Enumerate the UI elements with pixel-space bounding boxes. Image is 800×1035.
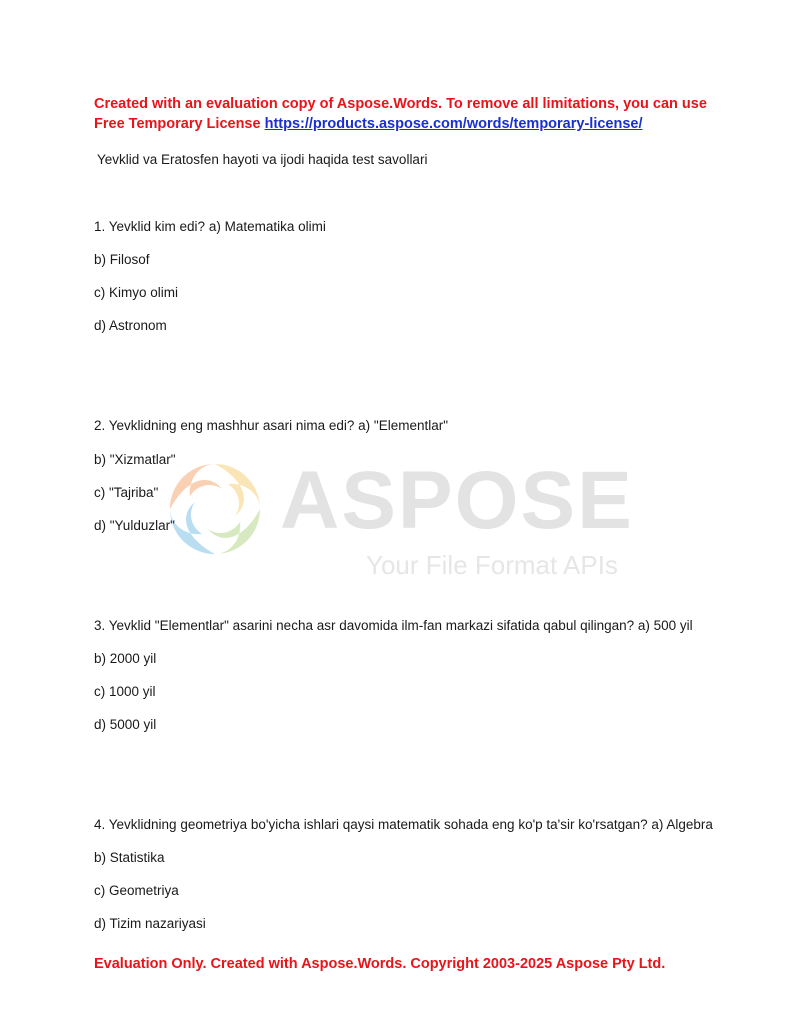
question-2-option-c: c) "Tajriba" xyxy=(94,485,159,500)
question-4: 4. Yevklidning geometriya bo'yicha ishlari qaysi matematik sohada eng ko'p ta'sir ko'rsatgan? a) Algebra xyxy=(94,817,713,832)
question-4-option-c: c) Geometriya xyxy=(94,883,179,898)
evaluation-footer: Evaluation Only. Created with Aspose.Words. Copyright 2003-2025 Aspose Pty Ltd. xyxy=(94,956,666,972)
watermark-brand: ASPOSE xyxy=(280,455,634,546)
question-2-option-b: b) "Xizmatlar" xyxy=(94,452,176,467)
question-3-option-d: d) 5000 yil xyxy=(94,717,157,732)
document-title: Yevklid va Eratosfen hayoti va ijodi haqida test savollari xyxy=(97,152,428,167)
question-4-option-b: b) Statistika xyxy=(94,850,165,865)
watermark-tagline: Your File Format APIs xyxy=(366,550,618,580)
question-3: 3. Yevklid "Elementlar" asarini necha asr davomida ilm-fan markazi sifatida qabul qilingan? a) 500 yil xyxy=(94,618,693,633)
question-2-option-d: d) "Yulduzlar" xyxy=(94,518,175,533)
question-1-option-b: b) Filosof xyxy=(94,252,150,267)
aspose-swirl-icon xyxy=(160,454,270,564)
evaluation-notice-text: Created with an evaluation copy of Aspose.Words. To remove all limitations, you can use Free Temporary License xyxy=(94,96,707,132)
temporary-license-link[interactable]: https://products.aspose.com/words/temporary-license/ xyxy=(264,116,643,132)
aspose-watermark xyxy=(160,448,650,588)
question-3-option-b: b) 2000 yil xyxy=(94,651,157,666)
question-1-option-c: c) Kimyo olimi xyxy=(94,285,179,300)
question-1: 1. Yevklid kim edi? a) Matematika olimi xyxy=(94,219,326,234)
question-3-option-c: c) 1000 yil xyxy=(94,684,156,699)
evaluation-notice xyxy=(94,94,734,134)
question-4-option-d: d) Tizim nazariyasi xyxy=(94,916,206,931)
question-1-option-d: d) Astronom xyxy=(94,318,167,333)
question-2: 2. Yevklidning eng mashhur asari nima edi? a) "Elementlar" xyxy=(94,418,449,433)
